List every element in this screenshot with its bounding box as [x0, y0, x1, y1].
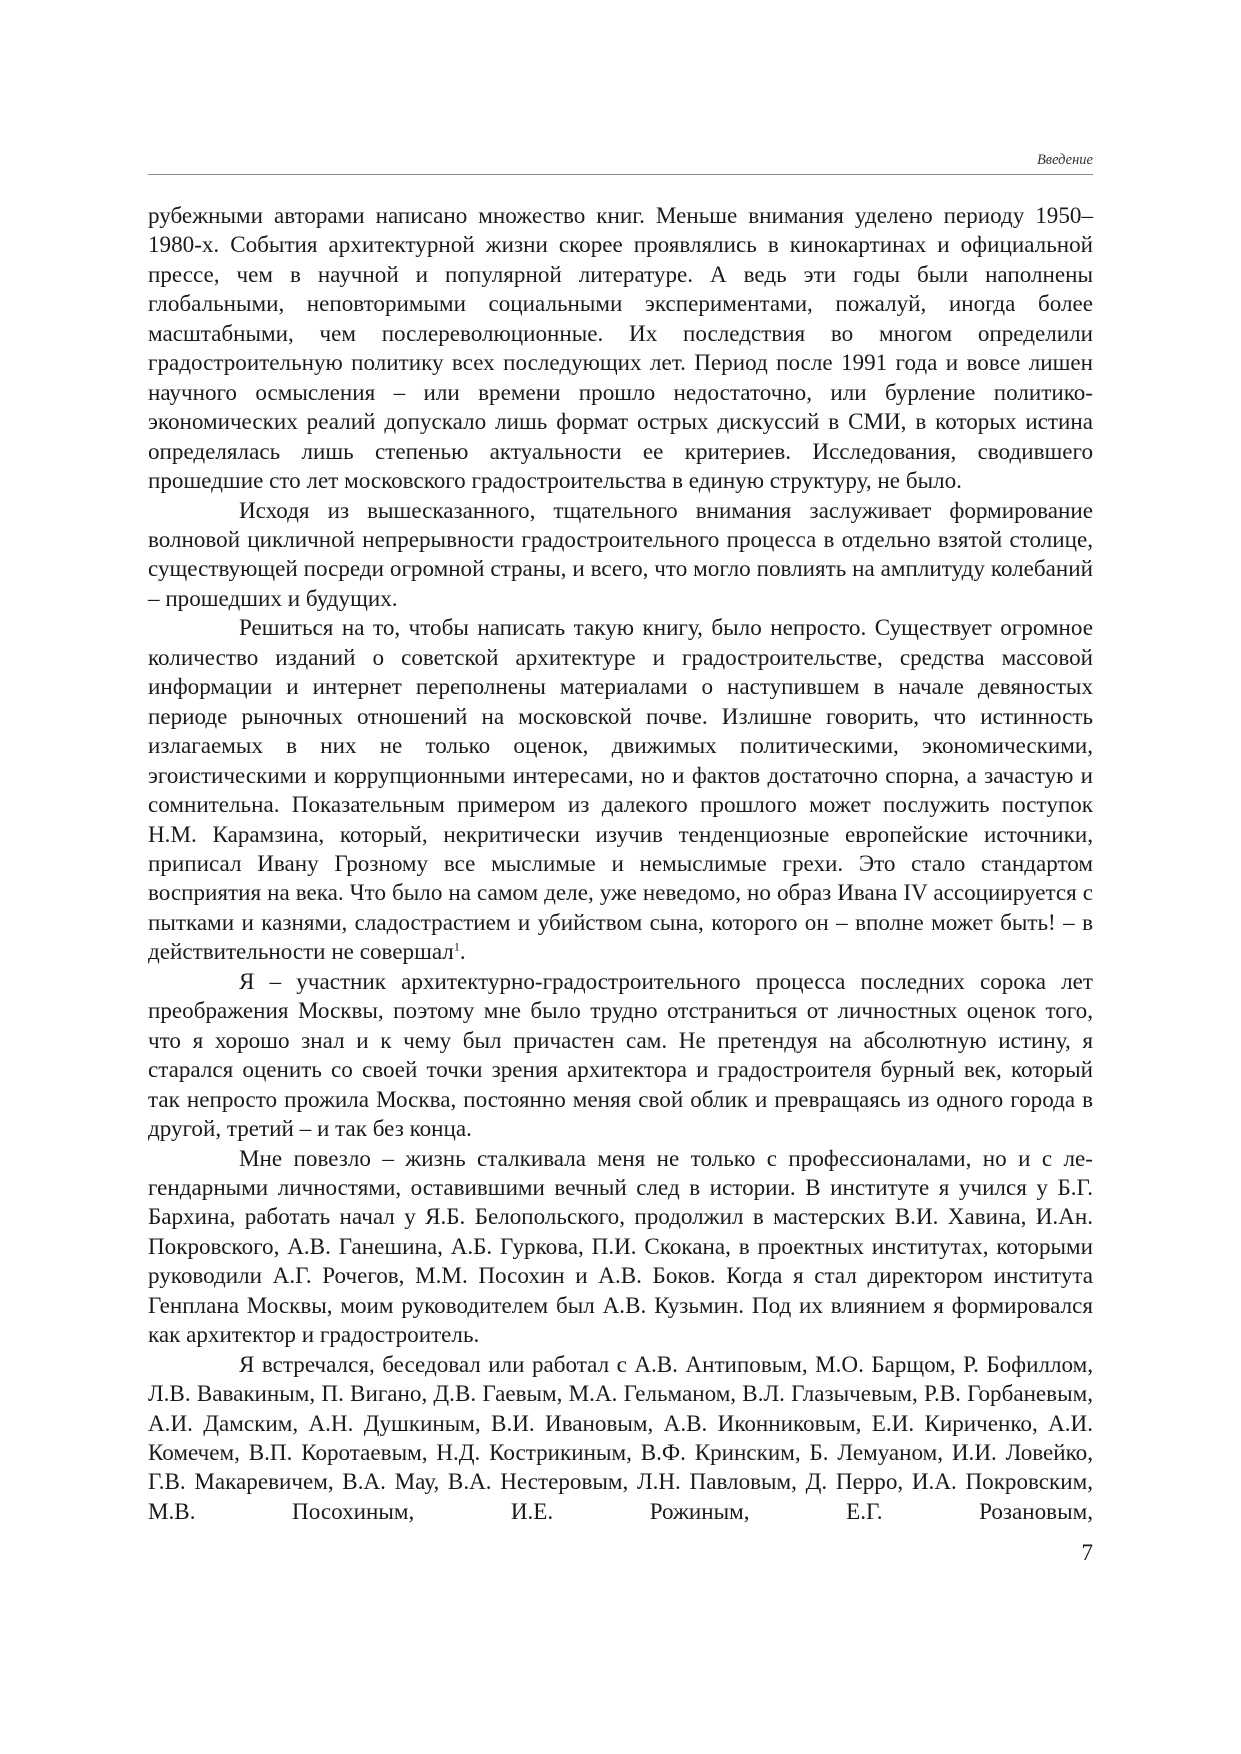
page-number: 7: [1081, 1540, 1093, 1565]
paragraph: Исходя из вышесказанного, тщательного внимания заслуживает формирование волновой цикличной непрерывности градостроительного процесса в отдельно взятой столице, существующей посреди огромной страны, и всего, что могло повлиять на амплитуду колебаний – прошедших и будущих.: [148, 496, 1093, 611]
paragraph: рубежными авторами написано множество книг. Меньше внимания уделено периоду 1950–1980-х. События архитектурной жизни скорее проявлялись в кинокартинах и официальной прессе, чем в научной и популярной литературе. А ведь эти годы были наполнены глобальными, неповторимыми социальными экспериментами, пожалуй, иногда более масштабными, чем послереволюционные. Их последствия во многом определили градостроительную политику всех последующих лет. Период после 1991 года и вовсе лишен научного осмысления – или времени прошло недостаточно, или бурление политико-экономических реалий допускало лишь формат острых дискуссий в СМИ, в которых истина определялась лишь степенью актуальности ее критериев. Исследования, сводившего прошедшие сто лет московского градостроительства в единую структуру, не было.: [148, 202, 1093, 494]
paragraph: [148, 613, 1093, 966]
paragraph-tail: .: [459, 938, 466, 965]
paragraph-text: Решиться на то, чтобы написать такую книгу, было непросто. Существует огромное количество изданий о советской архитектуре и градостроительстве, средства массовой информации и интернет переполнены материалами о наступившем в начале девяностых периоде рыночных отношений на московской почве. Излишне говорить, что истинность излагаемых в них не только оценок, движимых политическими, экономическими, эгоистическими и коррупционными интересами, но и фактов достаточно спорна, а зачастую и сомнительна. Показательным примером из далекого прошлого может послужить поступок Н.М. Карамзина, который, некритически изучив тенденциозные европейские источники, приписал Ивану Грозному все мыслимые и немыслимые грехи. Это стало стандартом восприятия на века. Что было на самом деле, уже неведомо, но образ Ивана IV ассоциируется с пытками и казнями, сладострастием и убийством сына, которого он – вполне может быть! – в действительности не совершал: [148, 614, 1093, 965]
body-text: [148, 201, 1093, 1526]
paragraph: Я встречался, беседовал или работал с А.В. Антиповым, М.О. Барщом, Р. Бофиллом, Л.В. Вавакиным, П. Вигано, Д.В. Гаевым, М.А. Гельманом, В.Л. Глазычевым, Р.В. Горбаневым, А.И. Дамским, А.Н. Душкиным, В.И. Ивановым, А.В. Иконниковым, Е.И. Кириченко, А.И. Комечем, В.П. Коротаевым, Н.Д. Кострикиным, В.Ф. Кринским, Б. Лемуаном, И.И. Ловейко, Г.В. Макаревичем, В.А. Мау, В.А. Нестеровым, Л.Н. Павловым, Д. Перро, И.А. Покровским, М.В. Посохиным, И.Е. Рожиным, Е.Г. Розановым,: [148, 1350, 1093, 1524]
running-header: Введение: [1036, 152, 1093, 168]
paragraph: Мне повезло – жизнь сталкивала меня не только с профессионалами, но и с легендарными личностями, оставившими вечный след в истории. В институте я учился у Б.Г. Бархина, работать начал у Я.Б. Белопольского, продолжил в мастерских В.И. Хавина, И.Ан. Покровского, А.В. Ганешина, А.Б. Гуркова, П.И. Скокана, в проектных институтах, которыми руководили А.Г. Рочегов, М.М. Посохин и А.В. Боков. Когда я стал директором института Генплана Москвы, моим руководителем был А.В. Кузьмин. Под их влиянием я формировался как архитектор и градостроитель.: [148, 1144, 1093, 1348]
paragraph: Я – участник архитектурно-градостроительного процесса последних сорока лет преображения Москвы, поэтому мне было трудно отстраниться от личностных оценок того, что я хорошо знал и к чему был причастен сам. Не претендуя на абсолютную истину, я старался оценить со своей точки зрения архитектора и градостроителя бурный век, который так непросто прожила Москва, постоянно меняя свой облик и превращаясь из одного города в другой, третий – и так без конца.: [148, 967, 1093, 1142]
header-rule: [148, 174, 1093, 175]
footnote-reference[interactable]: 1: [453, 939, 460, 954]
